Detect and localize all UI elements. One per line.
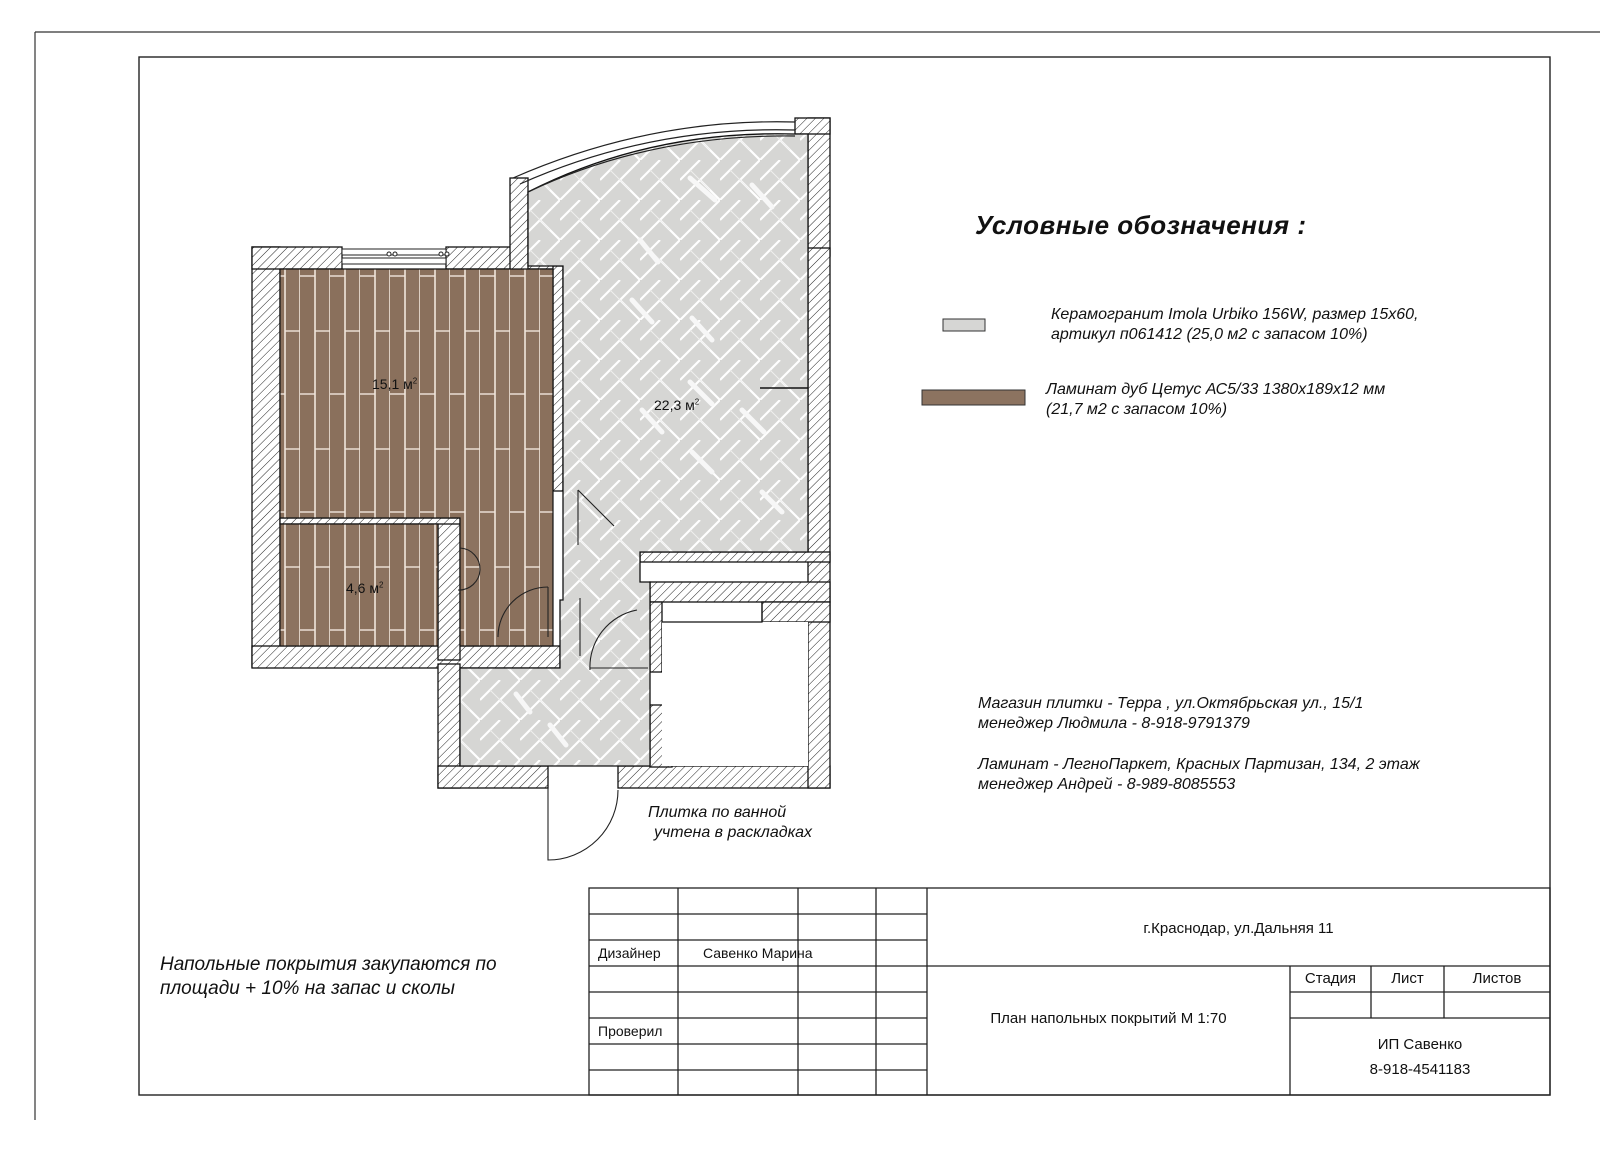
- legend-item-laminate: Ламинат дуб Цетус АС5/33 1380х189х12 мм (21,7 м2 с запасом 10%): [1046, 381, 1386, 418]
- company-phone: 8-918-4541183: [1369, 1061, 1471, 1078]
- drawing-title: План напольных покрытий М 1:70: [990, 1010, 1227, 1027]
- designer-name: Савенко Марина: [703, 945, 813, 961]
- stage-label: Стадия: [1304, 970, 1357, 987]
- designer-label: Дизайнер: [598, 945, 661, 961]
- legend-swatch-laminate: [922, 390, 1025, 405]
- room-area-label: 15,1 $м^2$: [372, 376, 418, 392]
- legend-swatch-tile: [943, 319, 985, 331]
- address-text: г.Краснодар, ул.Дальняя 11: [1143, 920, 1334, 937]
- bedroom-window: [342, 249, 449, 264]
- contacts-laminate-shop: Ламинат - ЛегноПаркет, Красных Партизан, 134, 2 этаж менеджер Андрей - 8-989-8085553: [978, 756, 1420, 793]
- purchase-note: Напольные покрытия закупаются по площади + 10% на запас и сколы: [160, 954, 497, 999]
- sheets-label: Листов: [1472, 970, 1522, 987]
- contacts-tile-shop: Магазин плитки - Терра , ул.Октябрьская ул., 15/1 менеджер Людмила - 8-918-9791379: [978, 695, 1364, 732]
- legend-item-tile: Керамогранит Imola Urbiko 156W, размер 15х60, артикул п061412 (25,0 м2 с запасом 10%): [1051, 306, 1419, 343]
- room-area-label: 4,6 $м^2$: [346, 580, 384, 596]
- room-area-label: 22,3 $м^2$: [654, 397, 700, 413]
- legend-title: Условные обозначения :: [975, 210, 1307, 240]
- sheet-label: Лист: [1391, 970, 1424, 987]
- bath-tile-note: Плитка по ванной учтена в раскладках: [648, 804, 813, 841]
- checked-label: Проверил: [598, 1023, 663, 1039]
- company-name: ИП Савенко: [1377, 1036, 1463, 1053]
